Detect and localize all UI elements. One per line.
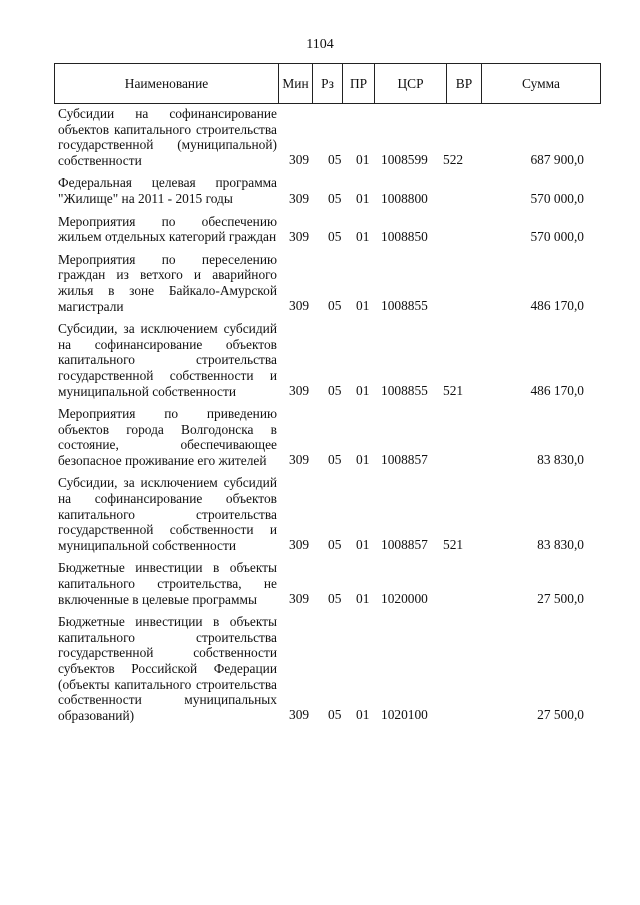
- row-csr: 1008800: [381, 190, 428, 206]
- table-body: [0, 106, 640, 730]
- row-name: Субсидии, за исключением субсидий на софинансирование объектов капитального строительства государственной собственности и муниципальной собственности: [58, 475, 277, 553]
- table-header: [54, 63, 601, 104]
- table-row: [0, 560, 640, 607]
- row-name: Мероприятия по переселению граждан из ветхого и аварийного жилья в зоне Байкало-Амурской магистрали: [58, 251, 277, 314]
- row-min: 309: [289, 707, 310, 723]
- row-sum: 83 830,0: [537, 537, 584, 553]
- header-sum: Сумма: [481, 64, 600, 103]
- row-pr: 01: [356, 152, 370, 168]
- header-min: Мин: [278, 64, 312, 103]
- row-name: Субсидии, за исключением субсидий на софинансирование объектов капитального строительства государственной собственности и муниципальной собственности: [58, 321, 277, 399]
- row-min: 309: [289, 383, 310, 399]
- row-csr: 1008855: [381, 298, 428, 314]
- row-rz: 05: [328, 537, 342, 553]
- row-name: Федеральная целевая программа "Жилище" на 2011 - 2015 годы: [58, 175, 277, 206]
- row-vr: 522: [443, 152, 464, 168]
- row-name: Бюджетные инвестиции в объекты капитального строительства государственной собственности субъектов Российской Федерации (объекты капитального строительства собственности муниципальных образований): [58, 614, 277, 723]
- row-sum: 83 830,0: [537, 452, 584, 468]
- row-rz: 05: [328, 228, 342, 244]
- row-rz: 05: [328, 707, 342, 723]
- row-rz: 05: [328, 591, 342, 607]
- row-vr: 521: [443, 537, 464, 553]
- table-row: [0, 175, 640, 206]
- row-rz: 05: [328, 298, 342, 314]
- row-sum: 570 000,0: [530, 228, 584, 244]
- row-name: Мероприятия по приведению объектов города Волгодонска в состояние, обеспечивающее безопасное проживание его жителей: [58, 406, 277, 468]
- header-pr: ПР: [342, 64, 374, 103]
- row-min: 309: [289, 298, 310, 314]
- row-sum: 486 170,0: [530, 298, 584, 314]
- row-csr: 1008857: [381, 452, 428, 468]
- row-sum: 486 170,0: [530, 383, 584, 399]
- row-vr: 521: [443, 383, 464, 399]
- row-rz: 05: [328, 383, 342, 399]
- table-row: [0, 475, 640, 553]
- row-sum: 27 500,0: [537, 591, 584, 607]
- row-name: Бюджетные инвестиции в объекты капитального строительства, не включенные в целевые программы: [58, 560, 277, 607]
- row-csr: 1008857: [381, 537, 428, 553]
- row-rz: 05: [328, 452, 342, 468]
- row-rz: 05: [328, 190, 342, 206]
- row-min: 309: [289, 228, 310, 244]
- row-csr: 1008855: [381, 383, 428, 399]
- header-name: Наименование: [124, 76, 209, 91]
- table-row: [0, 321, 640, 399]
- header-csr: ЦСР: [374, 64, 446, 103]
- row-pr: 01: [356, 452, 370, 468]
- row-pr: 01: [356, 383, 370, 399]
- row-sum: 687 900,0: [530, 152, 584, 168]
- page-number: 1104: [306, 37, 334, 52]
- row-rz: 05: [328, 152, 342, 168]
- row-pr: 01: [356, 190, 370, 206]
- row-name: Субсидии на софинансирование объектов капитального строительства государственной (муниципальной) собственности: [58, 106, 277, 168]
- row-min: 309: [289, 190, 310, 206]
- row-min: 309: [289, 537, 310, 553]
- row-min: 309: [289, 591, 310, 607]
- row-pr: 01: [356, 591, 370, 607]
- row-csr: 1008850: [381, 228, 428, 244]
- row-csr: 1020100: [381, 707, 428, 723]
- table-row: [0, 214, 640, 245]
- table-row: [0, 406, 640, 468]
- row-pr: 01: [356, 228, 370, 244]
- row-pr: 01: [356, 298, 370, 314]
- row-name: Мероприятия по обеспечению жильем отдельных категорий граждан: [58, 213, 277, 245]
- row-csr: 1020000: [381, 591, 428, 607]
- table-row: [0, 614, 640, 723]
- header-rz: Рз: [312, 64, 342, 103]
- table-row: [0, 252, 640, 314]
- table-row: [0, 106, 640, 168]
- row-csr: 1008599: [381, 152, 428, 168]
- row-sum: 570 000,0: [530, 190, 584, 206]
- row-sum: 27 500,0: [537, 707, 584, 723]
- row-min: 309: [289, 152, 310, 168]
- row-pr: 01: [356, 707, 370, 723]
- row-min: 309: [289, 452, 310, 468]
- row-pr: 01: [356, 537, 370, 553]
- header-vr: ВР: [446, 64, 481, 103]
